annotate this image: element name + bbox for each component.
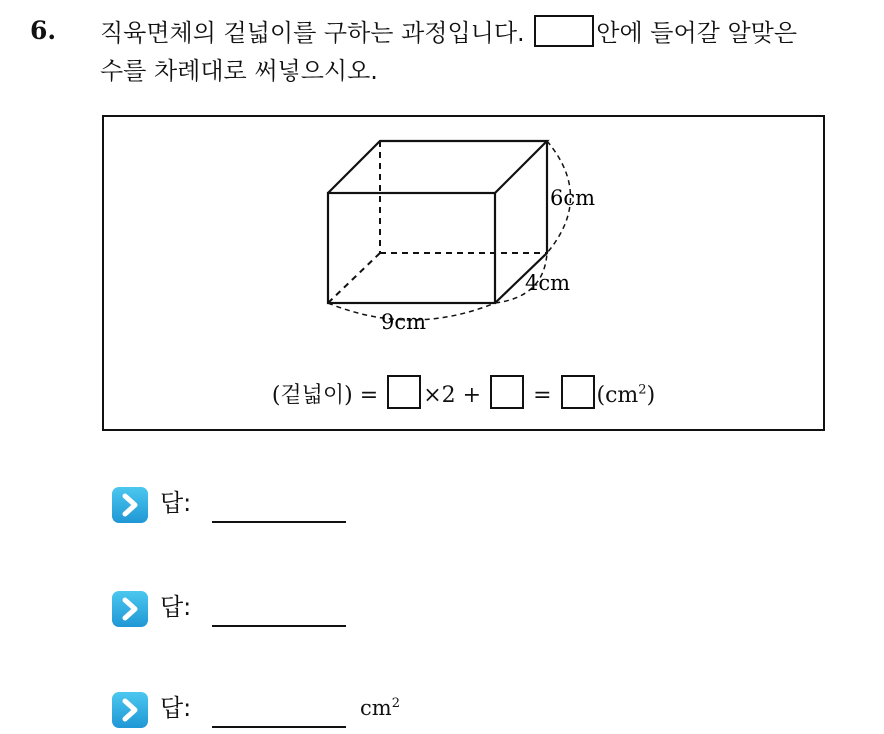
- formula-blank-3[interactable]: [561, 375, 595, 409]
- label-height: 6cm: [550, 186, 596, 210]
- figure-box: [102, 115, 825, 431]
- answer-label: 답:: [160, 489, 192, 517]
- formula-blank-1[interactable]: [387, 375, 421, 409]
- label-depth: 4cm: [525, 271, 571, 295]
- formula-plus: +: [462, 383, 482, 408]
- question-text-part2: 안에 들어갈 알맞은: [596, 19, 798, 47]
- formula-equals-2: =: [533, 383, 552, 408]
- label-width: 9cm: [381, 310, 427, 334]
- answer-input-line[interactable]: [212, 625, 346, 627]
- question-text-line2: 수를 차례대로 써넣으시오.: [100, 57, 378, 85]
- arrow-icon: [112, 487, 148, 523]
- front-face: [328, 193, 495, 303]
- answer-label: 답:: [160, 593, 192, 621]
- blank-box-example: [534, 15, 594, 47]
- surface-area-formula: [104, 375, 823, 409]
- arrow-icon: [112, 692, 148, 728]
- question-text-part1: 직육면체의 겉넓이를 구하는 과정입니다.: [100, 19, 525, 47]
- formula-unit-sup: 2: [638, 382, 647, 398]
- formula-lhs: (겉넓이): [271, 383, 353, 408]
- answer-unit: $cm^2$: [360, 696, 400, 720]
- hidden-edge-depth: [328, 253, 380, 303]
- question-text: [100, 14, 870, 90]
- formula-equals-1: =: [359, 383, 379, 408]
- question-number: 6.: [30, 16, 57, 45]
- answer-input-line[interactable]: [212, 521, 346, 523]
- answer-input-line[interactable]: [212, 726, 346, 728]
- formula-times-two: ×2: [423, 383, 456, 408]
- formula-unit-open: (cm: [596, 383, 639, 408]
- answer-label: 답:: [160, 694, 192, 722]
- formula-unit-close: ): [646, 383, 656, 408]
- arrow-icon: [112, 591, 148, 627]
- top-face-edges: [328, 141, 547, 193]
- formula-blank-2[interactable]: [490, 375, 524, 409]
